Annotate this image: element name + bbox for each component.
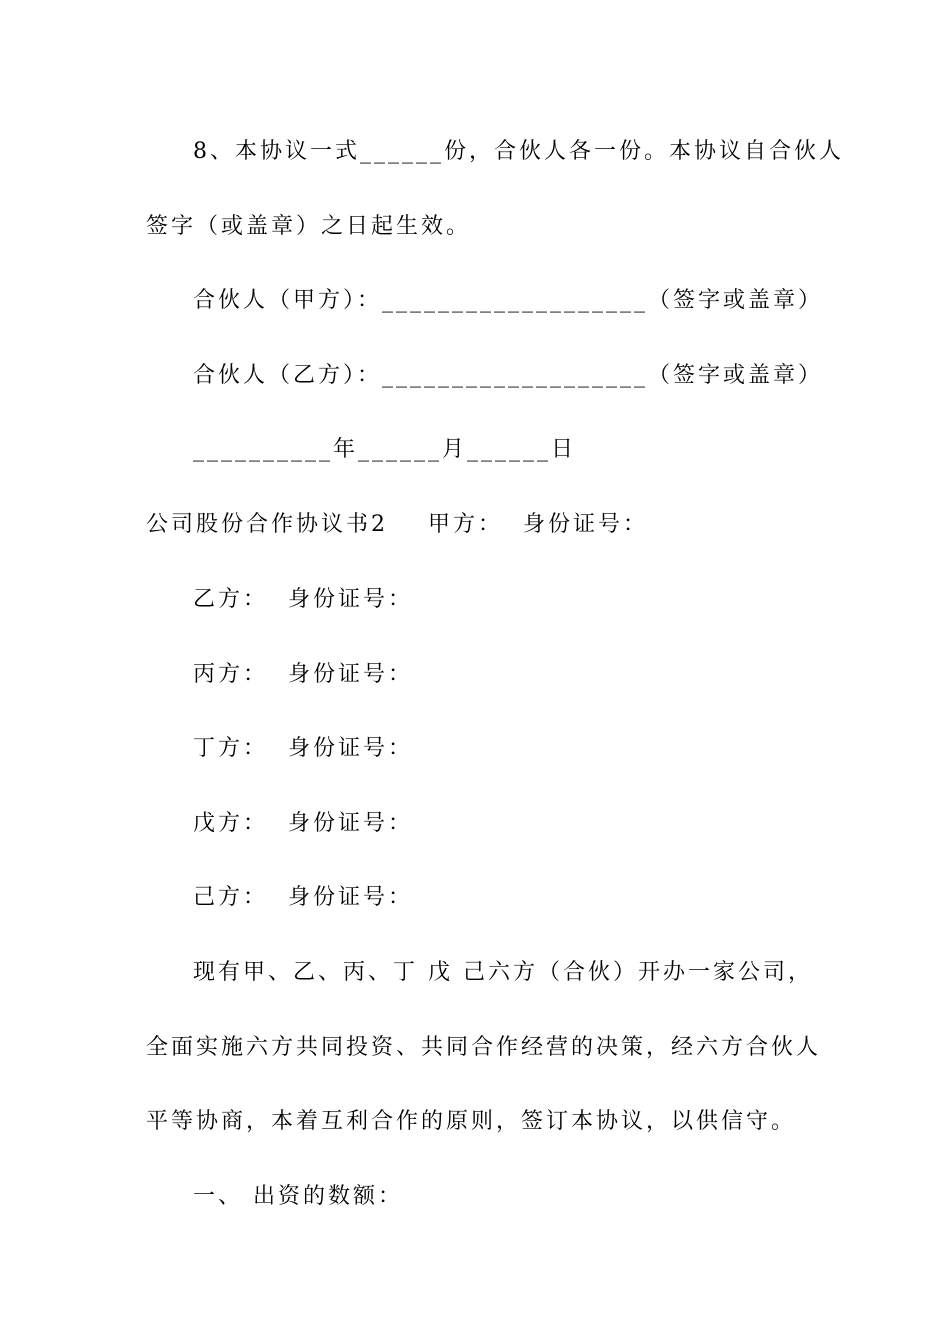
party-b-id-line: 乙方： 身份证号： [193, 587, 413, 612]
preamble-line-3: 平等协商，本着互利合作的原则，签订本协议，以供信守。 [146, 1109, 797, 1134]
preamble-line-1: 现有甲、乙、丙、丁 戊 己六方（合伙）开办一家公司， [193, 960, 813, 985]
agreement-title-line: 公司股份合作协议书2 甲方： 身份证号： [146, 512, 648, 537]
section-1-heading: 一、 出资的数额： [193, 1184, 403, 1209]
clause-8-line-1: 8、本协议一式______份，合伙人各一份。本协议自合伙人 [193, 139, 844, 164]
date-line: __________年______月______日 [193, 437, 577, 462]
partner-a-signature-line: 合伙人（甲方）：___________________（签字或盖章） [193, 288, 824, 313]
party-d-id-line: 丁方： 身份证号： [193, 736, 413, 761]
party-f-id-line: 己方： 身份证号： [193, 885, 413, 910]
party-e-id-line: 戊方： 身份证号： [193, 811, 413, 836]
clause-8-line-2: 签字（或盖章）之日起生效。 [146, 214, 472, 239]
preamble-line-2: 全面实施六方共同投资、共同合作经营的决策，经六方合伙人 [146, 1035, 822, 1060]
party-c-id-line: 丙方： 身份证号： [193, 662, 413, 687]
partner-b-signature-line: 合伙人（乙方）：___________________（签字或盖章） [193, 363, 824, 388]
